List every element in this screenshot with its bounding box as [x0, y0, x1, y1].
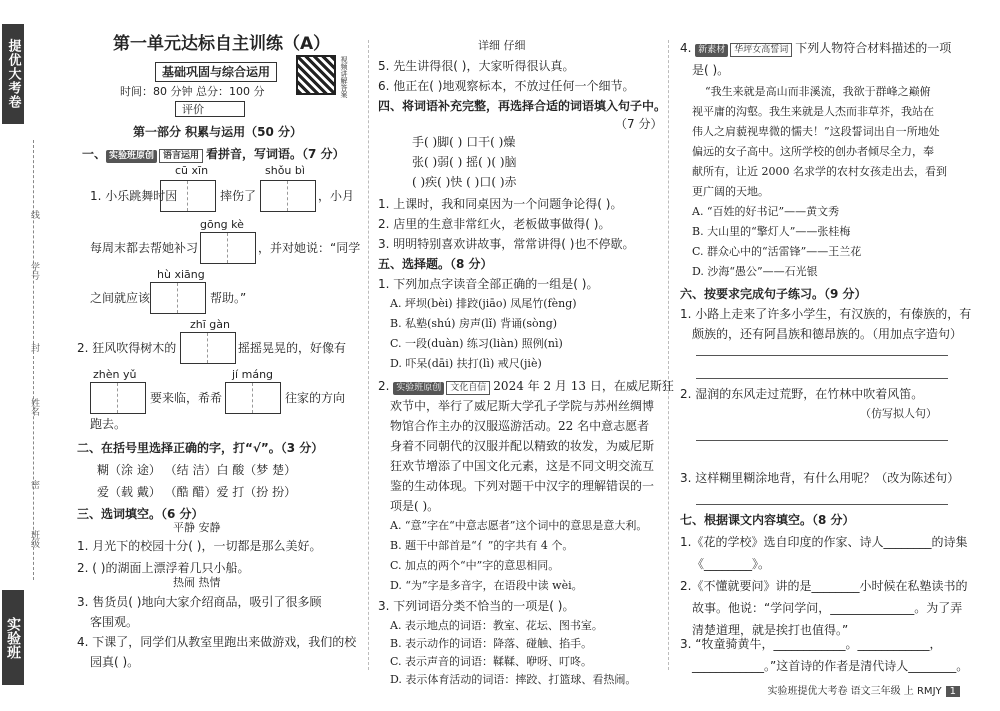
answer-line-4[interactable] — [696, 504, 948, 505]
s3-question-3-cont: 客围观。 — [90, 615, 139, 629]
s7-question-2: 2.《不懂就要问》讲的是________小时候在私塾读书的 — [680, 579, 968, 593]
culture-badge: 文化自信 — [446, 381, 490, 395]
choice-1-a: A. 坪坝(bèi) 排跤(jiāo) 凤尾竹(fèng) — [390, 297, 577, 310]
answer-line-3[interactable] — [696, 440, 948, 441]
passage-line-6: 更广阔的天地。 — [692, 185, 769, 198]
answer-box-6[interactable] — [90, 382, 146, 414]
s7-question-1-cont: 《________》。 — [692, 557, 771, 571]
cut-line — [33, 140, 34, 580]
q4-option-a: A. “百姓的好书记”——黄文秀 — [692, 205, 840, 218]
q4-option-d: D. 沙海“愚公”——石光银 — [692, 265, 818, 278]
section-6-heading: 六、按要求完成句子练习。（9 分） — [680, 287, 867, 301]
q1-text-a: 1. 小乐跳舞时因 — [90, 189, 178, 203]
exam-meta: 时间：80 分钟 总分：100 分 — [120, 85, 265, 98]
choice-3-a: A. 表示地点的词语：教室、花坛、图书室。 — [390, 619, 603, 632]
choice-2-line-2: 欢节中，举行了威尼斯大学孔子学院与苏州丝绸博 — [390, 399, 655, 413]
subtitle: 基础巩固与综合运用 — [155, 62, 277, 82]
choice-1-d: D. 吓呆(dāi) 扶打(lì) 戒尺(jiè) — [390, 357, 542, 370]
choice-3-stem: 3. 下列词语分类不恰当的一项是( )。 — [378, 599, 575, 613]
q1-text-g: 帮助。” — [210, 291, 247, 305]
oath-badge: 华坪女高誓词 — [730, 43, 792, 57]
q4-option-c: C. 群众心中的“活雷锋”——王兰花 — [692, 245, 862, 258]
q2-text-d: 往家的方向 — [285, 391, 346, 405]
s3-question-4: 4. 下课了，同学们从教室里跑出来做游戏，我们的校 — [77, 635, 357, 649]
choice-2-b: B. 题干中部首是“亻”的字共有 4 个。 — [390, 539, 574, 552]
s7-question-3-cont: ____________。”这首诗的作者是清代诗人________。 — [692, 659, 969, 673]
q2-text-b: 摇摇晃晃的，好像有 — [238, 341, 347, 355]
s7-question-2-cont: 故事。他说：“学问学问，______________。为了弄 — [692, 601, 963, 615]
idiom-row-3: ( )疾( )快 ( )口( )赤 — [412, 175, 517, 189]
fill-sentence-1: 1. 上课时，我和同桌因为一个问题争论得( )。 — [378, 197, 623, 211]
q1-text-d: 每周末都去帮她补习 — [90, 241, 199, 255]
choice-1-stem: 1. 下列加点字读音全部正确的一组是( )。 — [378, 277, 599, 291]
side-label-number: 学号 — [29, 262, 39, 280]
section-2-row-1: 糊（涂 途） （结 洁）白 酸（梦 楚） — [97, 463, 297, 477]
new-material-badge: 新素材 — [695, 44, 728, 57]
section-1-heading — [82, 146, 345, 163]
passage-line-5: 献所有，让近 2000 名求学的农村女孩走出去，看到 — [692, 165, 947, 178]
section-2-heading: 二、在括号里选择正确的字，打“√”。（3 分） — [77, 441, 324, 455]
section-5-heading: 五、选择题。（8 分） — [378, 257, 493, 271]
section-4-heading: 四、将词语补充完整，再选择合适的词语填入句子中。 — [378, 99, 667, 113]
answer-line-1[interactable] — [696, 355, 948, 356]
q2-text-c: 要来临，希希 — [150, 391, 223, 405]
pinyin-4: hù xiāng — [157, 268, 205, 281]
brand-label-2: 实验班 — [2, 590, 24, 685]
choice-2-d: D. “为”字是多音字，在语段中读 wèi。 — [390, 579, 583, 592]
q1-text-c: ，小月 — [318, 189, 355, 203]
s7-question-2-end: 清楚道理，就是挨打也值得。” — [692, 623, 849, 637]
q1-text-e: ，并对她说：“同学 — [258, 241, 361, 255]
page-footer — [767, 682, 960, 697]
s3-question-6: 6. 他正在( )地观察标本，不放过任何一个细节。 — [378, 79, 635, 93]
answer-box-3[interactable] — [200, 232, 256, 264]
s3-question-4-cont: 园真( )。 — [90, 655, 140, 669]
section-4-score: （7 分） — [615, 117, 663, 131]
answer-box-2[interactable] — [260, 180, 316, 212]
topic-badge: 语言运用 — [159, 149, 203, 163]
idiom-row-1: 手( )脚( ) 口干( )燥 — [412, 135, 516, 149]
answer-line-2[interactable] — [696, 378, 948, 379]
choice-2-line-3: 物馆合作主办的汉服巡游活动。22 名中意志愿者 — [390, 419, 650, 433]
qr-code[interactable] — [296, 55, 336, 95]
word-pair-3: 详细 仔细 — [478, 39, 526, 52]
word-pair-1: 平静 安静 — [173, 521, 221, 534]
footer-text: 实验班提优大考卷 语文三年级 上 RMJY — [767, 686, 942, 697]
s3-question-1: 1. 月光下的校园十分( )，一切都是那么美好。 — [77, 539, 322, 553]
answer-box-4[interactable] — [150, 282, 206, 314]
evaluation-label: 评价 — [182, 103, 204, 116]
choice-2-first-line: 2. 实验班原创 文化自信 2024 年 2 月 13 日，在威尼斯狂 — [378, 379, 674, 393]
s7-question-1: 1.《花的学校》选自印度的作家、诗人________的诗集 — [680, 535, 968, 549]
choice-2-line-6: 鉴的生动体现。下列对题干中汉字的理解错误的一 — [390, 479, 655, 493]
choice-2-line-1: 2024 年 2 月 13 日，在威尼斯狂 — [493, 379, 674, 393]
brand-label: 提优大考卷 — [2, 24, 24, 124]
column-divider-2 — [668, 40, 669, 670]
choice-2-a: A. “意”字在“中意志愿者”这个词中的意思是意大利。 — [390, 519, 648, 532]
original-badge: 实验班原创 — [106, 150, 157, 163]
pinyin-6: zhèn yǔ — [93, 368, 137, 381]
pinyin-2: shǒu bì — [265, 164, 305, 177]
side-label-seal: 封 — [29, 343, 39, 352]
pinyin-5: zhī gàn — [190, 318, 230, 331]
qr-caption: 视频讲解答案 — [340, 56, 348, 98]
answer-box-7[interactable] — [225, 382, 281, 414]
passage-line-3: 伟人之肩藐视卑微的懦夫！”这段誓词出自一所地处 — [692, 125, 940, 138]
pinyin-1: cū xīn — [175, 164, 209, 177]
q4-option-b: B. 大山里的“擎灯人”——张桂梅 — [692, 225, 851, 238]
q1-text-f: 之间就应该 — [90, 291, 151, 305]
answer-box-5[interactable] — [180, 332, 236, 364]
answer-box-1[interactable] — [160, 180, 216, 212]
passage-line-2: 视平庸的沟壑。我生来就是人杰而非草芥，我站在 — [692, 105, 934, 118]
q4-stem-cont: 是( )。 — [692, 63, 730, 77]
s3-question-2: 2. ( )的湖面上漂浮着几只小船。 — [77, 561, 250, 575]
section-1-title: 看拼音，写词语。（7 分） — [206, 147, 345, 161]
s6-question-1: 1. 小路上走来了许多小学生，有汉族的，有傣族的，有 — [680, 307, 972, 321]
choice-3-c: C. 表示声音的词语：鞣鞣、咿呀、叮咚。 — [390, 655, 593, 668]
side-label-line: 线 — [29, 210, 39, 219]
original-badge-2: 实验班原创 — [393, 382, 444, 395]
choice-3-b: B. 表示动作的词语：降落、碰触、掐手。 — [390, 637, 593, 650]
q2-text-a: 2. 狂风吹得树木的 — [77, 341, 177, 355]
s6-question-1-cont: 颇族的，还有阿昌族和德昂族的。（用加点字造句） — [692, 327, 963, 341]
side-label-secret: 密 — [29, 480, 39, 489]
s6-question-2-hint: （仿写拟人句） — [860, 407, 937, 420]
passage-line-1: “我生来就是高山而非溪流，我欲于群峰之巅俯 — [705, 85, 931, 98]
s6-question-3: 3. 这样糊里糊涂地背，有什么用呢？（改为陈述句） — [680, 471, 960, 485]
evaluation-box — [175, 101, 245, 117]
q2-text-e: 跑去。 — [90, 417, 127, 431]
passage-line-4: 偏远的女子高中。这所学校的创办者倾尽全力，奉 — [692, 145, 934, 158]
section-7-heading: 七、根据课文内容填空。（8 分） — [680, 513, 855, 527]
q1-text-b: 摔伤了 — [220, 189, 257, 203]
fill-sentence-3: 3. 明明特别喜欢讲故事，常常讲得( )也不停歇。 — [378, 237, 635, 251]
s3-question-3: 3. 售货员( )地向大家介绍商品，吸引了很多顾 — [77, 595, 322, 609]
q4-heading: 4. 新素材 华坪女高誓词 下列人物符合材料描述的一项 — [680, 41, 952, 55]
binding-sidebar — [0, 0, 62, 711]
page-number: 1 — [946, 686, 960, 697]
section-1-number: 一、 — [82, 147, 107, 161]
choice-2-line-5: 狂欢节增添了中国文化元素，这是不同文明交流互 — [390, 459, 655, 473]
s3-question-5: 5. 先生讲得很( )，大家听得很认真。 — [378, 59, 575, 73]
choice-2-c: C. 加点的两个“中”字的意思相同。 — [390, 559, 560, 572]
section-3-heading: 三、选词填空。（6 分） — [77, 507, 204, 521]
choice-1-b: B. 私塾(shú) 房声(lǐ) 背诵(sòng) — [390, 317, 558, 330]
section-2-row-2: 爱（载 戴） （酷 醋）爱 打（扮 扮） — [97, 485, 297, 499]
pinyin-7: jí máng — [232, 368, 274, 381]
page-title: 第一单元达标自主训练（A） — [113, 34, 331, 54]
column-divider-1 — [368, 40, 369, 670]
idiom-row-2: 张( )弱( ) 摇( )( )脑 — [412, 155, 517, 169]
word-pair-2: 热闹 热情 — [173, 576, 221, 589]
q4-stem: 下列人物符合材料描述的一项 — [795, 41, 952, 55]
fill-sentence-2: 2. 店里的生意非常红火，老板做事做得( )。 — [378, 217, 611, 231]
choice-2-line-4: 身着不同朝代的汉服并配以精致的妆发，为威尼斯 — [390, 439, 655, 453]
part-heading: 第一部分 积累与运用（50 分） — [133, 125, 303, 139]
s7-question-3: 3. “牧童骑黄牛，____________。____________， — [680, 637, 942, 651]
s6-question-2: 2. 湿润的东风走过荒野，在竹林中吹着风笛。 — [680, 387, 924, 401]
choice-3-d: D. 表示体育活动的词语：摔跤、打篮球、看热闹。 — [390, 673, 637, 686]
side-label-class: 班级 — [29, 530, 39, 548]
choice-1-c: C. 一段(duàn) 练习(liàn) 照例(nì) — [390, 337, 563, 350]
side-label-name: 姓名 — [29, 398, 39, 416]
choice-2-line-7: 项是( )。 — [390, 499, 440, 513]
pinyin-3: gōng kè — [200, 218, 244, 231]
